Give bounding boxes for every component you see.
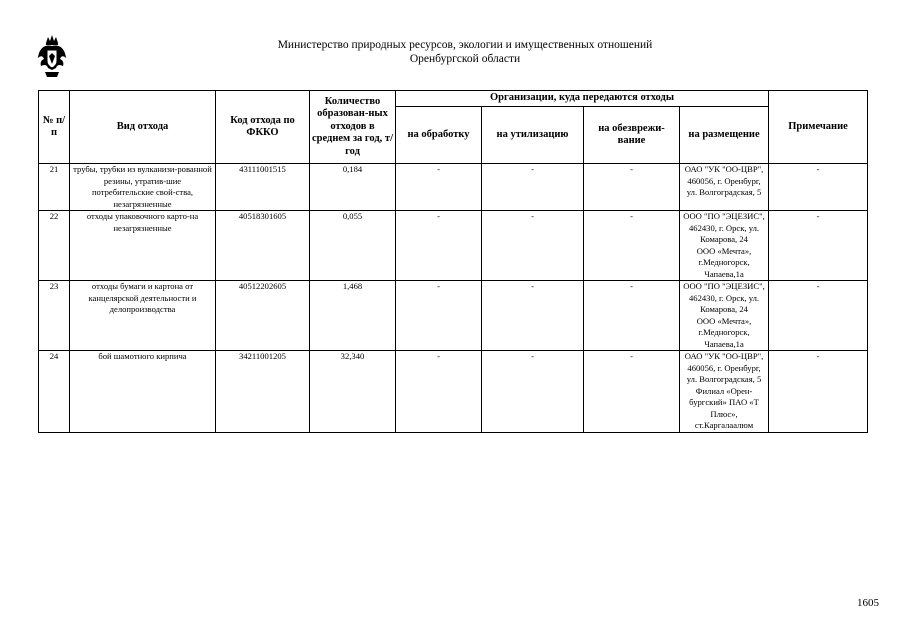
cell-placement: ООО "ПО "ЭЦЕЗИС", 462430, г. Орск, ул. Комарова, 24 ООО «Мечта», г.Медногорск, Чапаева,1а xyxy=(680,281,769,351)
cell-num: 21 xyxy=(39,164,70,211)
ministry-name: Министерство природных ресурсов, экологии и имущественных отношений xyxy=(277,39,653,51)
table-row xyxy=(39,211,868,281)
header-processing: на обработку xyxy=(396,107,482,164)
header-note: Примечание xyxy=(769,91,868,164)
cell-amount: 1,468 xyxy=(310,281,396,351)
cell-amount: 0,184 xyxy=(310,164,396,211)
header-waste-type: Вид отхода xyxy=(70,91,216,164)
cell-note: - xyxy=(769,351,868,433)
cell-waste-type: отходы бумаги и картона от канцелярской деятельности и делопроизводства xyxy=(70,281,216,351)
cell-utilization: - xyxy=(482,164,584,211)
cell-processing: - xyxy=(396,164,482,211)
cell-note: - xyxy=(769,281,868,351)
cell-processing: - xyxy=(396,211,482,281)
cell-waste-type: бой шамотного кирпича xyxy=(70,351,216,433)
cell-processing: - xyxy=(396,281,482,351)
cell-note: - xyxy=(769,164,868,211)
table-row xyxy=(39,164,868,211)
header-num: № п/п xyxy=(39,91,70,164)
header-utilization: на утилизацию xyxy=(482,107,584,164)
cell-neutralization: - xyxy=(584,281,680,351)
cell-code: 40512202605 xyxy=(216,281,310,351)
cell-neutralization: - xyxy=(584,164,680,211)
cell-code: 34211001205 xyxy=(216,351,310,433)
cell-placement: ООО "ПО "ЭЦЕЗИС", 462430, г. Орск, ул. Комарова, 24 ООО «Мечта», г.Медногорск, Чапаева,1а xyxy=(680,211,769,281)
cell-code: 40518301605 xyxy=(216,211,310,281)
cell-waste-type: отходы упаковочного карто-на незагрязненные xyxy=(70,211,216,281)
header-amount: Количество образован-ных отходов в среднем за год, т/год xyxy=(310,91,396,164)
table-row xyxy=(39,351,868,433)
header-placement: на размещение xyxy=(680,107,769,164)
cell-utilization: - xyxy=(482,281,584,351)
cell-num: 24 xyxy=(39,351,70,433)
cell-code: 43111001515 xyxy=(216,164,310,211)
cell-utilization: - xyxy=(482,211,584,281)
region-name: Оренбургской области xyxy=(409,53,521,65)
cell-utilization: - xyxy=(482,351,584,433)
cell-num: 23 xyxy=(39,281,70,351)
cell-neutralization: - xyxy=(584,211,680,281)
cell-num: 22 xyxy=(39,211,70,281)
waste-table xyxy=(38,90,868,433)
cell-amount: 0,055 xyxy=(310,211,396,281)
header-organizations: Организации, куда передаются отходы xyxy=(396,91,769,107)
header-neutralization: на обезврежи-вание xyxy=(584,107,680,164)
table-row xyxy=(39,281,868,351)
cell-placement: ОАО "УК "ОО-ЦВР", 460056, г. Оренбург, ул. Волгоградская, 5 Филиал «Орен-бургский» ПАО «Т Плюс», ст.Каргалаалюм xyxy=(680,351,769,433)
coat-of-arms-icon xyxy=(37,34,67,78)
page-number: 1605 xyxy=(857,597,879,609)
header-fkko-code: Код отхода по ФККО xyxy=(216,91,310,164)
cell-placement: ОАО "УК "ОО-ЦВР", 460056, г. Оренбург, ул. Волгоградская, 5 xyxy=(680,164,769,211)
cell-note: - xyxy=(769,211,868,281)
cell-waste-type: трубы, трубки из вулканизи-рованной резины, утратив-шие потребительские свой-ства, незагрязненные xyxy=(70,164,216,211)
document-header xyxy=(200,38,730,66)
cell-neutralization: - xyxy=(584,351,680,433)
cell-processing: - xyxy=(396,351,482,433)
cell-amount: 32,340 xyxy=(310,351,396,433)
